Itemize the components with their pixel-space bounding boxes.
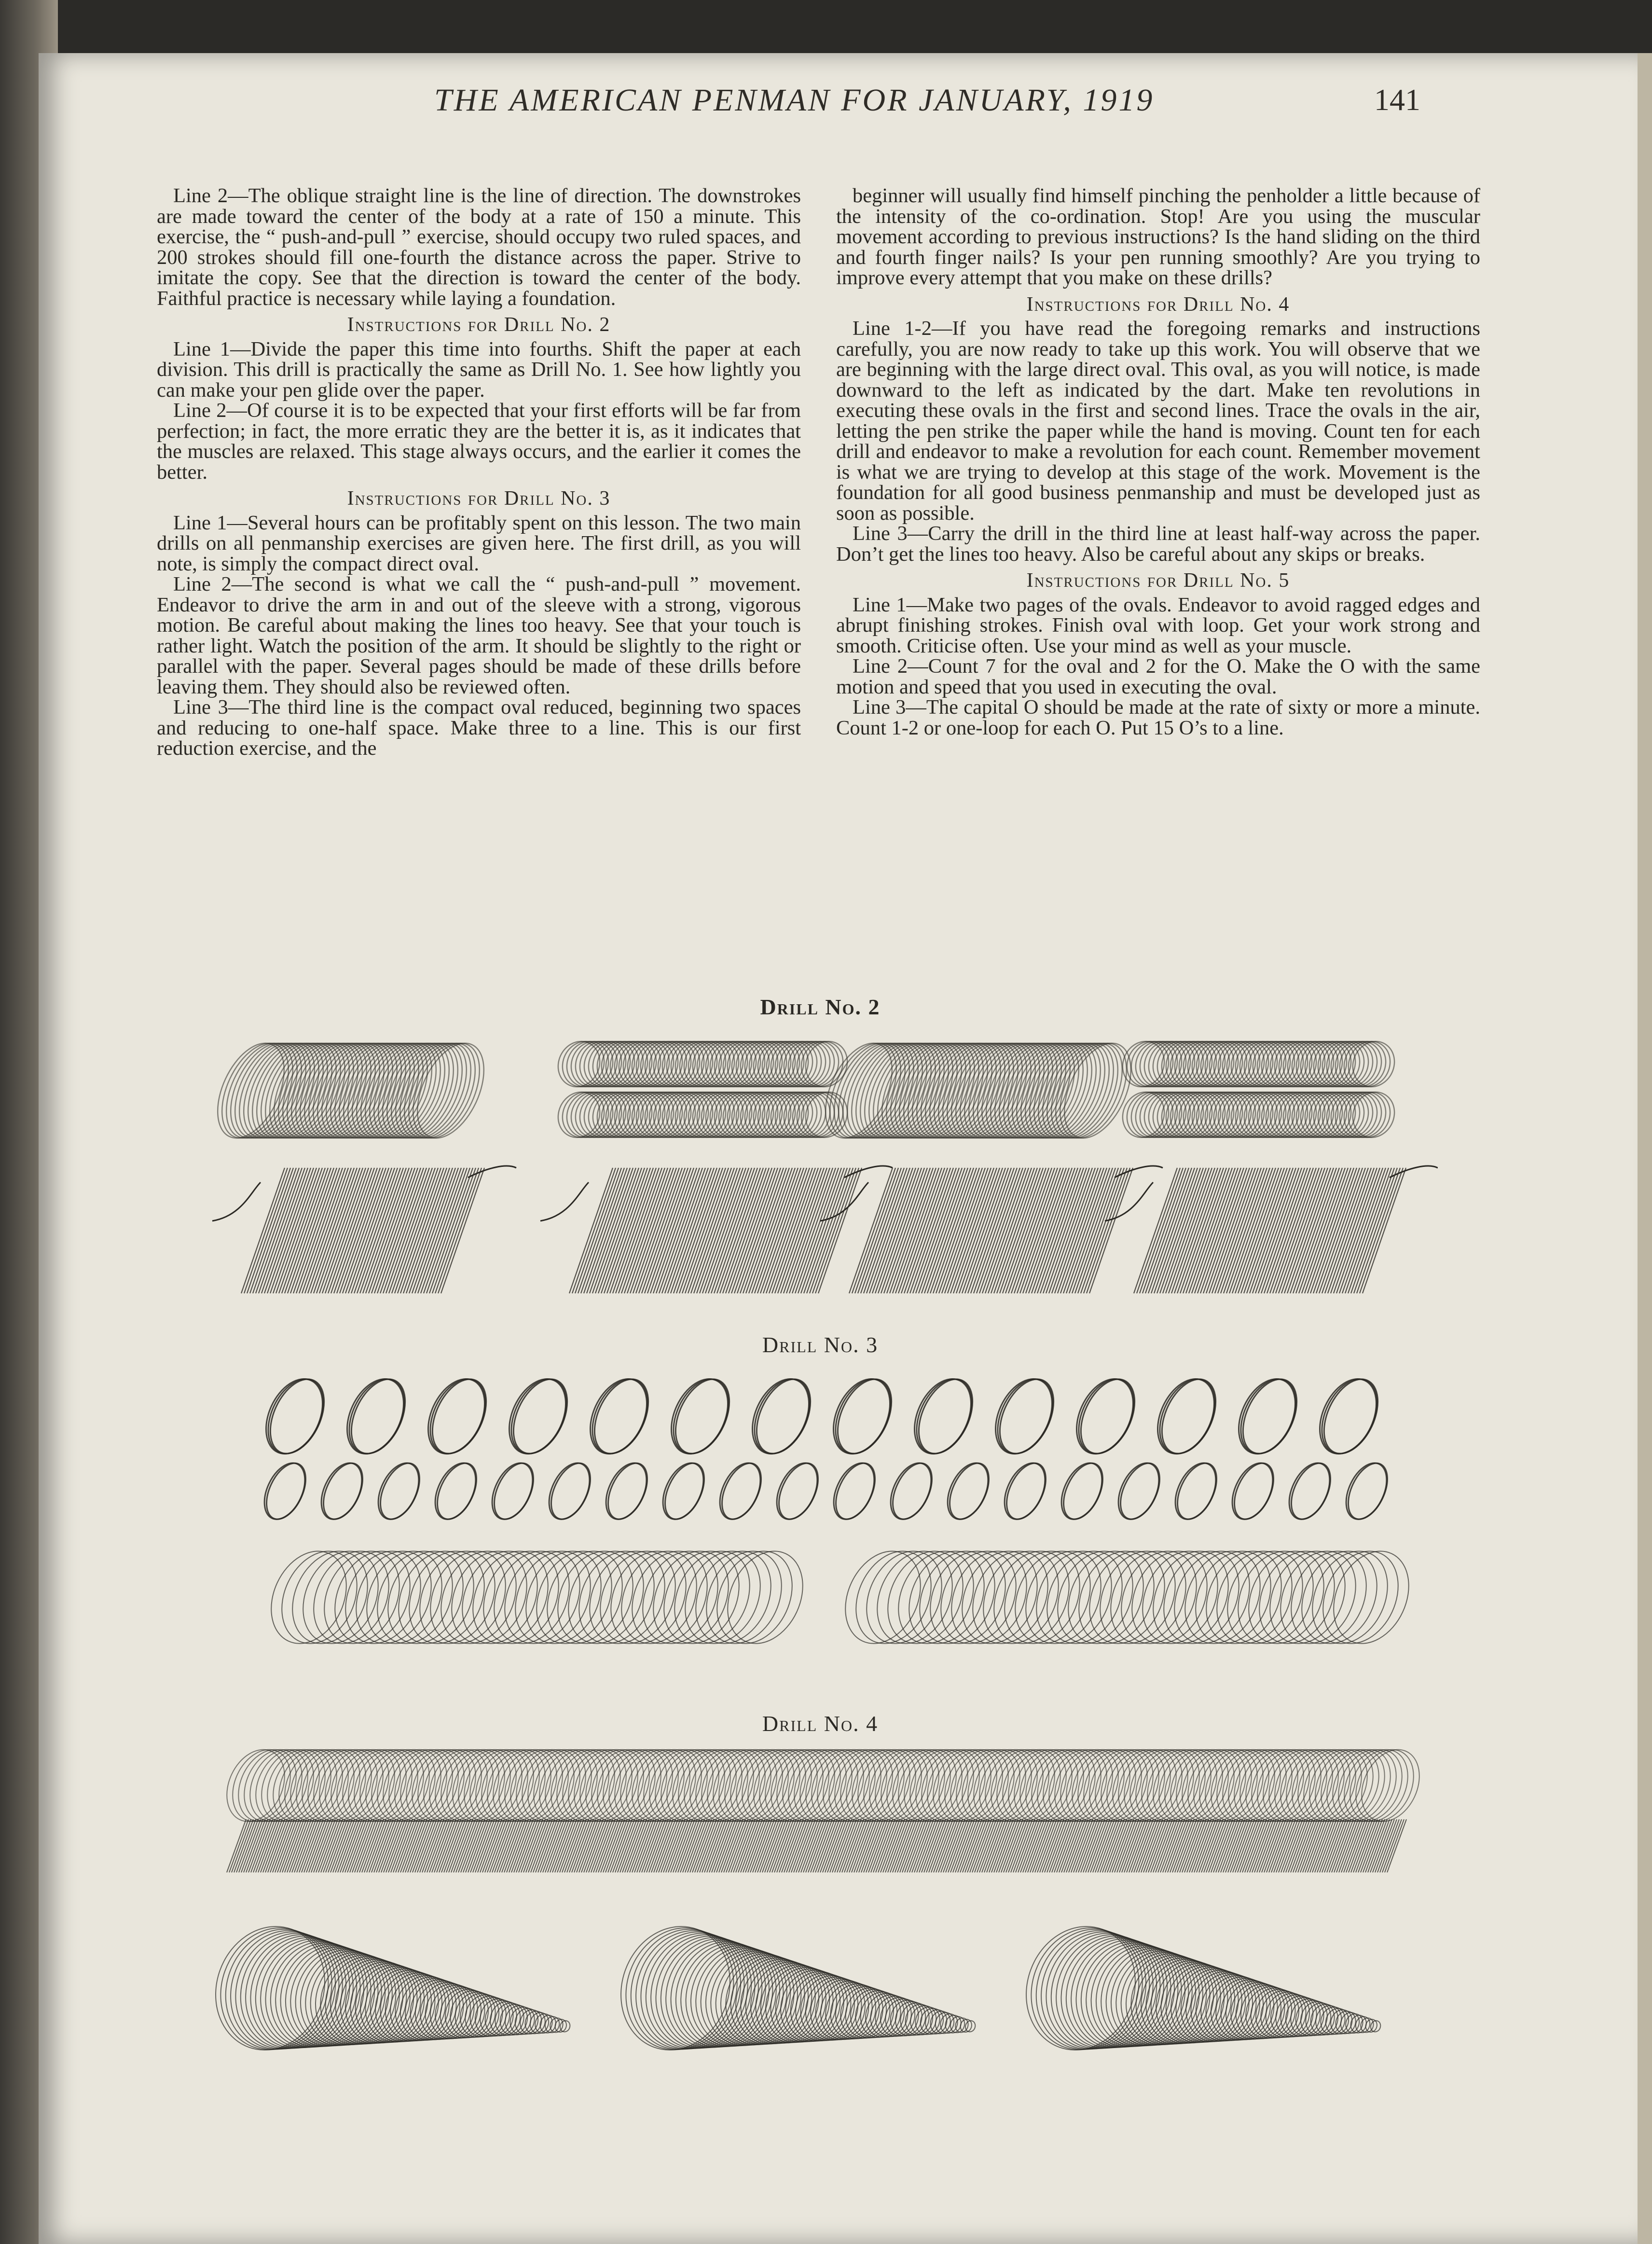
left-column [157,186,801,759]
right-column [836,186,1480,738]
paragraph: Line 2—Count 7 for the oval and 2 for the O. Make the O with the same motion and speed that you used in executing the oval. [836,655,1480,698]
drill-3-caption: Drill No. 3 [762,1332,879,1357]
page-edge [1638,53,1652,2244]
paragraph: Line 2—Of course it is to be expected that your first efforts will be far from perfection; in fact, the more erratic they are the better it is, as it indicates that the muscles are relaxed. This stage always occurs, and the earlier it comes the better. [157,399,801,484]
paragraph: beginner will usually find himself pinching the penholder a little because of the intensity of the co-ordination. Stop! Are you using the muscular movement according to previous instructions? Is the hand sliding on the third and fourth finger nails? Is your pen running smoothly? Are you trying to improve every attempt that you make on these drills? [836,184,1480,289]
section-heading: Instructions for Drill No. 3 [347,487,611,510]
paragraph: Line 2—The oblique straight line is the line of direction. The downstrokes are made toward the center of the body at a rate of 150 a minute. This exercise, the “ push-and-pull ” exercise, should occupy two ruled spaces, and 200 strokes should fill one-fourth the distance across the paper. Strive to imitate the copy. See that the direction is toward the center of the body. Faithful practice is necessary while laying a foundation. [157,184,801,310]
paragraph: Line 2—The second is what we call the “ push-and-pull ” movement. Endeavor to drive the arm in and out of the sleeve with a strong, vigorous motion. Be careful about making the lines too heavy. See that your touch is rather light. Watch the position of the arm. It should be slightly to the right or parallel with the paper. Several pages should be made of these drills before leaving them. They should also be reviewed often. [157,573,801,698]
drill-4-caption: Drill No. 4 [762,1711,879,1736]
paragraph: Line 1—Make two pages of the ovals. Endeavor to avoid ragged edges and abrupt finishing strokes. Finish oval with loop. Get your work strong and smooth. Criticise often. Use your mind as well as your muscle. [836,593,1480,657]
drill-2-illustration [203,1038,1438,1308]
drill-3-illustration [261,1371,1428,1670]
section-heading: Instructions for Drill No. 5 [1026,569,1290,592]
section-heading: Instructions for Drill No. 4 [1026,293,1290,316]
drill-4-illustration [198,1747,1462,2085]
section-heading: Instructions for Drill No. 2 [347,314,611,336]
paragraph: Line 1-2—If you have read the foregoing remarks and instructions carefully, you are now ready to take up this work. You will observe that we are beginning with the large direct oval. This oval, as you will notice, is made downward to the left as indicated by the dart. Make ten revolutions in executing these ovals in the first and second lines. Trace the ovals in the air, letting the pen strike the paper while the hand is moving. Count ten for each drill and endeavor to make a revolution for each count. Remember movement is what we are trying to develop at this stage of the work. Movement is the foundation for all good business penmanship and must be developed just as soon as possible. [836,317,1480,525]
paragraph: Line 3—Carry the drill in the third line at least half-way across the paper. Don’t get the lines too heavy. Also be careful about any skips or breaks. [836,522,1480,566]
paragraph: Line 3—The capital O should be made at the rate of sixty or more a minute. Count 1-2 or one-loop for each O. Put 15 O’s to a line. [836,696,1480,739]
page-number: 141 [1374,83,1420,117]
paragraph: Line 1—Divide the paper this time into fourths. Shift the paper at each division. This drill is practically the same as Drill No. 1. See how lightly you can make your pen glide over the paper. [157,337,801,402]
running-head: THE AMERICAN PENMAN FOR JANUARY, 1919 [434,83,1155,118]
paragraph: Line 1—Several hours can be profitably spent on this lesson. The two main drills on all penmanship exercises are given here. The first drill, as you will note, is simply the compact direct oval. [157,511,801,575]
paragraph: Line 3—The third line is the compact oval reduced, beginning two spaces and reducing to one-half space. Make three to a line. This is our first reduction exercise, and the [157,696,801,760]
drill-2-caption: Drill No. 2 [760,995,881,1019]
